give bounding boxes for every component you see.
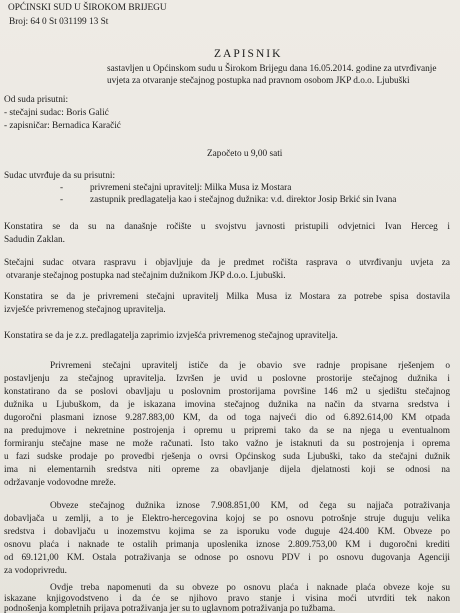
case-number: Broj: 64 0 St 031199 13 St	[9, 17, 109, 27]
paragraph-5-line: dužnika u Ljubuškom, da je iskazana imovina stečajnog dužnika na način da stvarna sredstva i	[4, 400, 450, 410]
intro-line-2: uvjeta za otvaranje stečajnog postupka nad pravnom osobom JKP d.o.o. Ljubuški	[107, 76, 410, 86]
present-header: Od suda prisutni:	[4, 95, 69, 105]
attendee-representative: zastupnik predlagatelja kao i stečajnog dužnika: v.d. direktor Josip Brkić sin Ivana	[90, 195, 397, 205]
paragraph-5-line: formiranju stečajne mase ne može računati. Isto tako važno je istaknuti da su postrojenja i oprema	[4, 439, 450, 449]
judge-statement: Sudac utvrđuje da su prisutni:	[4, 171, 116, 181]
present-judge: - stečajni sudac: Boris Galić	[4, 108, 109, 118]
attendee-bullet: -	[60, 195, 64, 205]
paragraph-2-line: Stečajni sudac otvara raspravu i objavljuje da je predmet ročišta rasprava o utvrđivanju uvjeta za	[4, 258, 450, 268]
paragraph-3-line: Konstatira se da je privremeni stečajni upravitelj Milka Musa iz Mostara za potrebe spisa dostavila	[4, 292, 450, 302]
paragraph-6-line: za vodoprivredu.	[4, 566, 67, 576]
paragraph-5-line: dugoročni plasmani iznose 9.287.883,00 KM, da od toga najveći dio od 6.892.614,00 KM otpada	[4, 413, 450, 423]
paragraph-6-line: dobavljača u zemlji, a to je Elektro-hercegovina kojoj se po osnovu potrošnje struje duguju velika	[4, 514, 450, 524]
document-title: ZAPISNIK	[214, 48, 283, 60]
attendee-bullet: -	[60, 183, 64, 193]
paragraph-1-line: Konstatira se da su na današnje ročište u svojstvu javnosti pristupili odvjetnici Ivan Herceg i	[4, 222, 450, 232]
paragraph-7-line: podnošenja kompletnih prijava potraživanja jer su to uglavnom potraživanja po tužbama.	[4, 604, 336, 613]
paragraph-6-line: Obveze stečajnog dužnika iznose 7.908.851,00 KM, od čega su najjača potraživanja	[50, 501, 450, 511]
paragraph-5-line: Privremeni stečajni upravitelj ističe da je obavio sve radnje propisane rješenjem o	[50, 361, 450, 371]
attendee-administrator: privremeni stečajni upravitelj: Milka Musa iz Mostara	[90, 183, 292, 193]
paragraph-7-line: iskazane knjigovodstveno i da će se njihovo pravo stanje i visina moći utvrditi tek nakon	[4, 594, 450, 604]
paragraph-4-line: Konstatira se da je z.z. predlagatelja zaprimio izvješća privremenog stečajnog upravitelja.	[4, 331, 338, 341]
present-recorder: - zapisničar: Bernadica Karačić	[4, 121, 121, 131]
intro-line-1: sastavljen u Općinskom sudu u Širokom Brijegu dana 16.05.2014. godine za utvrđivanje	[107, 64, 437, 74]
paragraph-6-line: osnovu plaća i naknade te ostalih primanja uposlenika iznose 2.809.753,00 KM i dugoročni krediti	[4, 540, 450, 550]
paragraph-7-line: Ovdje treba napomenuti da su obveze po osnovu plaća i naknade plaća obveze koje su	[50, 583, 450, 593]
paragraph-2-line: otvaranje stečajnog postupka nad stečajnim dužnikom JKP d.o.o. Ljubuški.	[6, 271, 286, 281]
paragraph-5-line: održavanje vodovodne mreže.	[4, 478, 116, 488]
paragraph-5-line: na predujmove i nekretnine postrojenja i opremu u pripremi tako da se na njega u eventualnom	[4, 426, 450, 436]
court-name: OPĆINSKI SUD U ŠIROKOM BRIJEGU	[8, 3, 167, 13]
paragraph-3-line: izvješće privremenog stečajnog upravitelja.	[4, 305, 166, 315]
paragraph-6-line: sredstva i dobavljaču u inozemstvu kojima se za isporuku vode duguje 424.400 KM. Obveze po	[4, 527, 450, 537]
paragraph-1-line: Sadudin Zaklan.	[4, 235, 65, 245]
paragraph-5-line: konstatirano da se poslovi obavljaju u poslovnim prostorijama površine 146 m2 u sjedištu stečajnog	[4, 387, 450, 397]
paragraph-5-line: ima ni elementarnih sredstva niti opreme za obavljanje dijela djelatnosti koji se odnosi na	[4, 465, 450, 475]
paragraph-6-line: od 69.121,00 KM. Ostala potraživanja se odnose po osnovu PDV i po osnovu dugovanja Agenciji	[4, 553, 450, 563]
paragraph-5-line: postavljenju za stečajnog upravitelja. Izvršen je uvid u poslovne prostorije stečajnog dužnika i	[4, 374, 450, 384]
start-time: Započeto u 9,00 sati	[207, 149, 283, 159]
paragraph-5-line: u fazi sudske prodaje po provedbi rješenja o ovrsi Općinskog suda Ljubuški, tako da stečajni dužnik	[4, 452, 450, 462]
